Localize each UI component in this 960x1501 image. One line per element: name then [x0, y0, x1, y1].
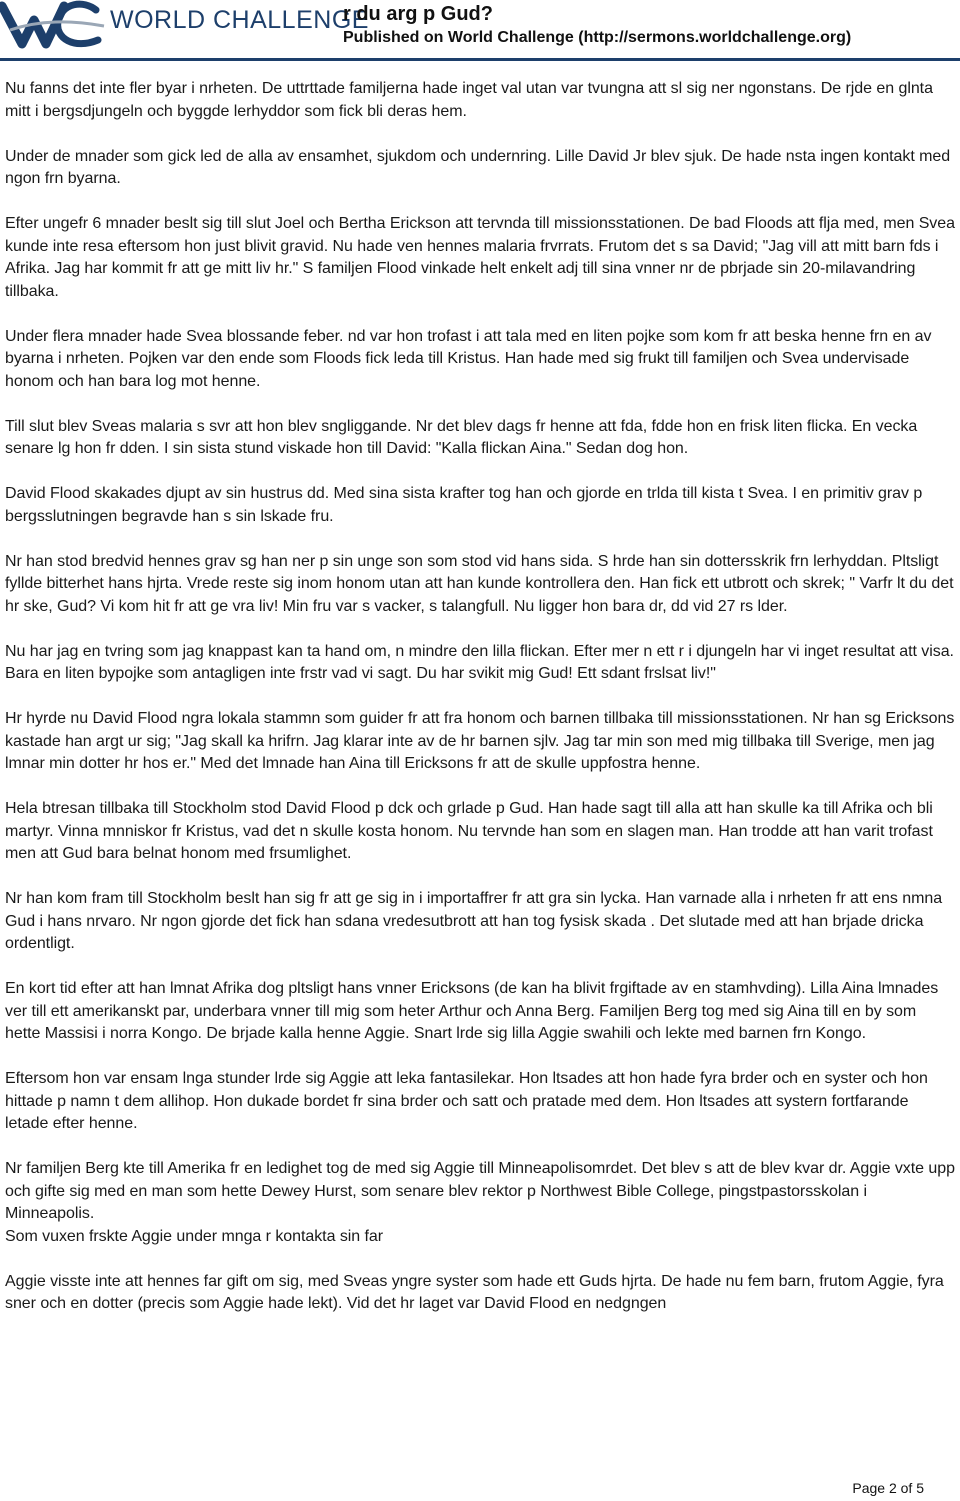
paragraph: Aggie visste inte att hennes far gift om sig, med Sveas yngre syster som hade ett Guds hjrta. De hade nu fem barn, frutom Aggie, fyra sner och en dotter (precis som Aggie hade lekt). Vid det hr laget var David Flood en nedgngen — [5, 1272, 944, 1312]
paragraph: Under de mnader som gick led de alla av ensamhet, sjukdom och undernring. Lille David Jr blev sjuk. De hade nsta ingen kontakt med ngon frn byarna. — [5, 147, 951, 187]
paragraph: Nu har jag en tvring som jag knappast kan ta hand om, n mindre den lilla flickan. Efter mer n ett r i djungeln har vi inget resultat att visa. Bara en liten bypojke som antagligen inte frstr vad vi sagt. Du har svikit mig Gud! Ett sdant frslsat liv!" — [5, 642, 954, 682]
header-info — [343, 2, 958, 49]
paragraph: Nr familjen Berg kte till Amerika fr en ledighet tog de med sig Aggie till Minneapolisomrdet. Det blev s att de blev kvar dr. Aggie vxte upp och gifte sig med en man som hette Dewey Hurst, som senare blev rektor p Northwest Bible College, pingstpastorsskolan i Minneapolis. — [5, 1160, 955, 1222]
document-title: r du arg p Gud? — [343, 3, 493, 25]
logo-wordmark: WORLD CHALLENGE — [110, 6, 369, 34]
page-number: Page 2 of 5 — [852, 1480, 924, 1496]
paragraph: En kort tid efter att han lmnat Afrika dog pltsligt hans vnner Ericksons (de kan ha blivit frgiftade av en stamhvding). Lilla Aina lmnades ver till ett amerikanskt par, underbara vnner till mig som heter Arthur och Anna Berg. Familjen Berg tog med sig Aina till en by som hette Massisi i norra Kongo. De brjade kalla henne Aggie. Snart lrde sig lilla Aggie swahili och lekte med barnen frn Kongo. — [5, 980, 939, 1042]
paragraph: Eftersom hon var ensam lnga stunder lrde sig Aggie att leka fantasilekar. Hon ltsades att hon hade fyra brder och en syster och hon hittade p namn t dem allihop. Hon dukade bordet fr sina brder och satt och pratade med dem. Hon ltsades att systern fortfarande letade efter henne. — [5, 1070, 928, 1132]
paragraph: Nr han stod bredvid hennes grav sg han ner p sin unge son som stod vid hans sida. S hrde han sin dottersskrik frn lerhyddan. Pltsligt fyllde bitterhet hans hjrta. Vrede reste sig inom honom utan att han kunde kontrollera den. Han fick ett utbrott och skrek; " Varfr lt du det hr ske, Gud? Vi kom hit fr att ge vra liv! Min fru var s vacker, s talangfull. Nu ligger hon bara dr, dd vid 27 rs lder. — [5, 552, 954, 615]
paragraph: Under flera mnader hade Svea blossande feber. nd var hon trofast i att tala med en liten pojke som kom fr att beska henne frn en av byarna i nrheten. Pojken var den ende som Floods fick leda till Kristus. Han hade med sig frukt till familjen och Svea undervisade honom och han bara log mot henne. — [5, 327, 932, 390]
page-header — [0, 0, 960, 56]
paragraph: Hela btresan tillbaka till Stockholm stod David Flood p dck och grlade p Gud. Han hade sagt till alla att han skulle ka till Afrika och bli martyr. Vinna mnniskor fr Kristus, vad det n skulle kosta honom. Nu tervnde han som en slagen man. Han trodde att han varit trofast men att Gud bara belnat honom med frsumlighet. — [5, 800, 933, 862]
world-challenge-logo[interactable] — [0, 0, 369, 50]
paragraph: Som vuxen frskte Aggie under mnga r kontakta sin far — [5, 1227, 384, 1245]
paragraph: David Flood skakades djupt av sin hustrus dd. Med sina sista krafter tog han och gjorde en trlda till kista t Svea. I en primitiv grav p bergsslutningen begravde han s sin lskade fru. — [5, 485, 923, 525]
paragraph: Efter ungefr 6 mnader beslt sig till slut Joel och Bertha Erickson att tervnda till missionsstationen. De bad Floods att flja med, men Svea kunde inte resa eftersom hon just blivit gravid. Nu hade ven hennes malaria frvrrats. Frutom det s sa David; "Jag vill att mitt barn fds i Afrika. Jag har kommit fr att ge mitt liv hr." S familjen Flood vinkade helt enkelt adj till sina vnner nr de pbrjade sin 20-milavandring tillbaka. — [5, 215, 955, 300]
published-source: Published on World Challenge (http://sermons.worldchallenge.org) — [343, 29, 852, 46]
header-divider — [0, 58, 960, 61]
paragraph: Till slut blev Sveas malaria s svr att hon blev sngliggande. Nr det blev dags fr henne att fda, fdde hon en frisk liten flicka. En vecka senare lg hon fr dden. I sin sista stund viskade hon till David: "Kalla flickan Aina." Sedan dog hon. — [5, 417, 918, 457]
paragraph: Hr hyrde nu David Flood ngra lokala stammn som guider fr att fra honom och barnen tillbaka till missionsstationen. Nr han sg Ericksons kastade han argt ur sig; "Jag skall ka hrifrn. Jag klarar inte av de hr barnen sjlv. Jag tar min son med mig tillbaka till Sverige, men jag lmnar min dotter hr hos er." Med det lmnade han Aina till Ericksons fr att de skulle uppfostra henne. — [5, 710, 955, 772]
paragraph: Nr han kom fram till Stockholm beslt han sig fr att ge sig in i importaffrer fr att gra sin lycka. Han varnade alla i nrheten fr att ens nmna Gud i hans nrvaro. Nr ngon gjorde det fick han sdana vredesutbrott att han tog fysisk skada . Det slutade med att han brjade dricka ordentligt. — [5, 890, 943, 952]
article-body — [5, 78, 955, 1338]
wc-swoosh-icon — [0, 0, 108, 50]
paragraph: Nu fanns det inte fler byar i nrheten. De uttrttade familjerna hade inget val utan var tvungna att sl sig ner ngonstans. De rjde en glnta mitt i bergsdjungeln och byggde lerhyddor som fick bli deras hem. — [5, 80, 933, 120]
